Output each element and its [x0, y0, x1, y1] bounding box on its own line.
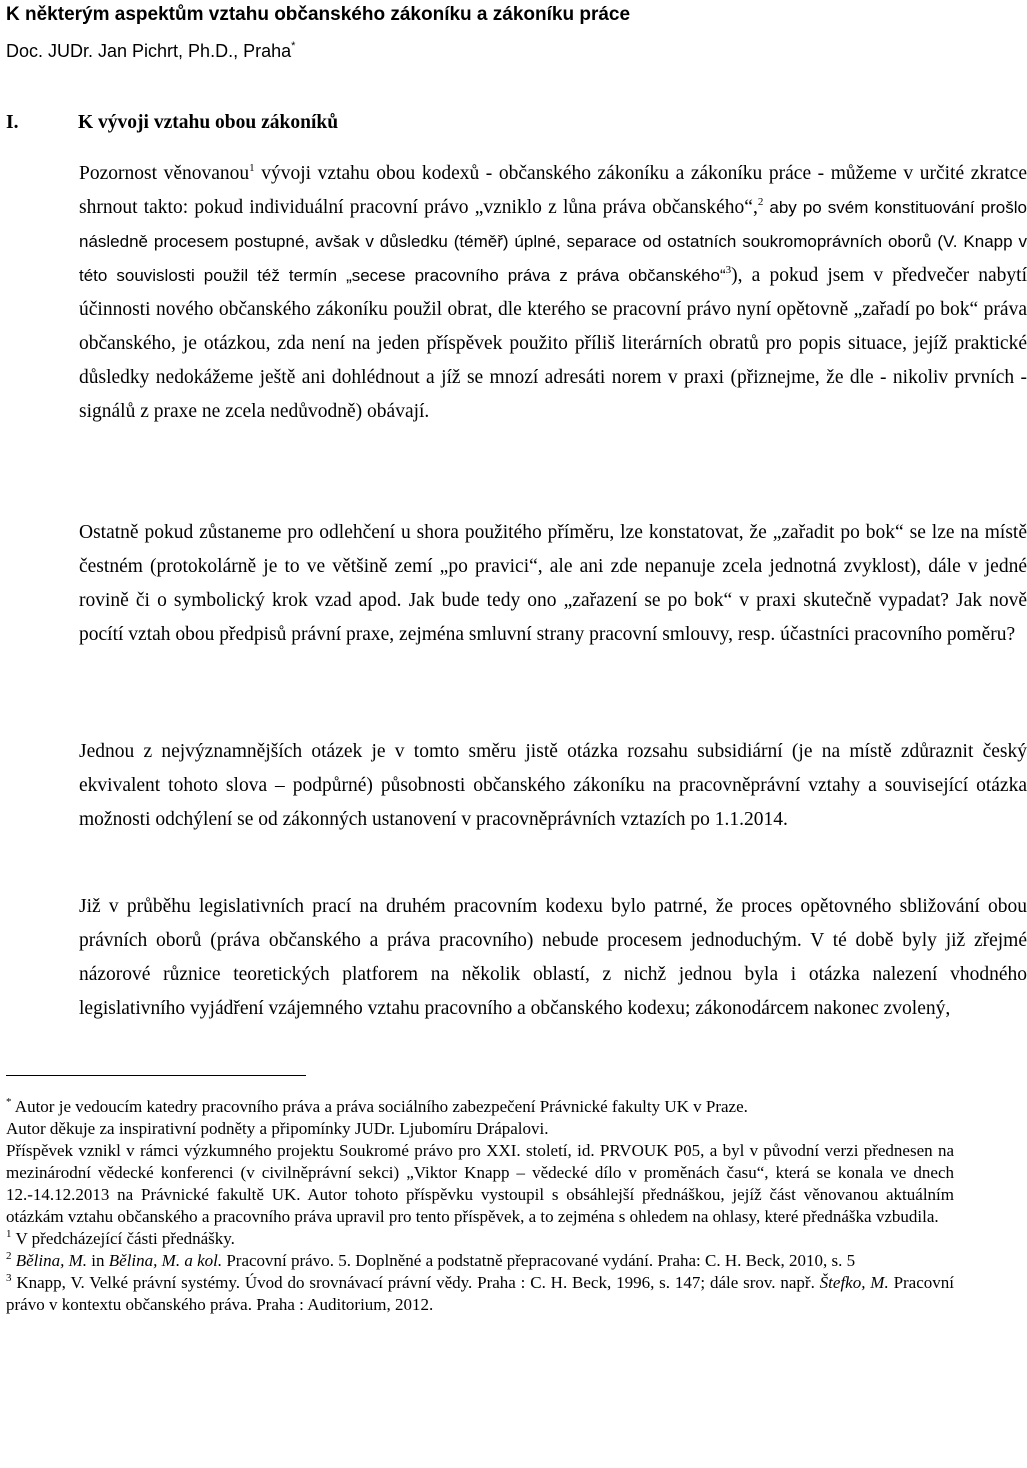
footnote-2-in: in: [87, 1251, 109, 1270]
paragraph-4: Již v průběhu legislativních prací na druhém pracovním kodexu bylo patrné, že proces opětovného sbližování obou právních oborů (práva občanského a práva pracovního) nebude procesem jednoduchým. V té době byly již zřejmé názorové různice teoretických platforem na několik oblastí, z nichž jednou byla i otázka nalezení vhodného legislativního vyjádření vzájemného vztahu pracovního a občanského kodexu; zákonodárcem nakonec zvolený,: [79, 896, 1027, 1019]
footnote-1: [6, 1228, 954, 1250]
footnote-2-rest: Pracovní právo. 5. Doplněné a podstatně přepracované vydání. Praha: C. H. Beck, 2010, s. 5: [222, 1251, 856, 1270]
author-footnote-mark: *: [291, 40, 296, 52]
section-title: K vývoji vztahu obou zákoníků: [78, 112, 339, 133]
footnote-author: [6, 1096, 954, 1118]
footnote-ref-1: 1: [249, 162, 255, 174]
footnote-2-author: Bělina, M.: [11, 1251, 88, 1270]
paragraph-1-part-d: ), a pokud jsem v předvečer nabytí účinnosti nového občanského zákoníku použil obrat, dle kterého se pracovní právo nyní opětovně „zařadí po bok“ práva občanského, je otázkou, zda není na jeden příspěvek použito příliš literárních obratů pro popis situace, jejíž praktické důsledky nedokážeme ještě ani dohlédnout a jíž se mnozí adresáti norem v praxi (přiznejme, že dle - nikoliv prvních - signálů z praxe ne zcela nedůvodně) obávají.: [79, 265, 1027, 422]
footnote-2-mark: 2: [6, 1250, 12, 1262]
paragraph-1-part-c: aby po svém konstituování prošlo následně procesem postupné, avšak v důsledku (téměř) úplné, separace od ostatních soukromoprávních oborů (V. Knapp v této souvislosti použil též termín „secese pracovního práva z práva občanského“: [79, 198, 1027, 285]
footnote-3-mark: 3: [6, 1272, 12, 1284]
author-line: [6, 39, 295, 63]
paragraph-1-part-b: vývoji vztahu obou kodexů - občanského zákoníku a zákoníku práce - můžeme v určité zkratce shrnout takto: pokud individuální pracovní právo „vzniklo z lůna práva občanského“,: [79, 163, 1027, 218]
section-number: I.: [6, 112, 19, 133]
footnote-author-text: Autor je vedoucím katedry pracovního práva a práva sociálního zabezpečení Právnické fakulty UK v Praze.: [11, 1097, 748, 1116]
article-title: K některým aspektům vztahu občanského zákoníku a zákoníku práce: [6, 4, 631, 25]
footnote-2-editor: Bělina, M. a kol.: [108, 1251, 223, 1270]
footnote-star-mark: *: [6, 1096, 12, 1108]
paragraph-1: [6, 157, 1027, 429]
footnote-3-rest: Pracovní právo v kontextu občanského práva. Praha : Auditorium, 2012.: [6, 1273, 954, 1314]
paragraph-3: Jednou z nejvýznamnějších otázek je v tomto směru jistě otázka rozsahu subsidiární (je na místě zdůraznit český ekvivalent tohoto slova – podpůrné) působnosti občanského zákoníku na pracovněprávní vztahy a související otázka možnosti odchýlení se od zákonných ustanovení v pracovněprávních vztazích po 1.1.2014.: [79, 741, 1027, 830]
paragraph-2: Ostatně pokud zůstaneme pro odlehčení u shora použitého příměru, lze konstatovat, že „zařadit po bok“ se lze na místě čestném (protokolárně je to ve většině zemí „po pravici“, ale ani zde nepanuje zcela jednotná zvyklost), dále v jedné rovině či o symbolický krok vzad apod. Jak bude tedy ono „zařazení se po bok“ v praxi skutečně vypadat? Jak nově pocítí vztah obou předpisů právní praxe, zejména smluvní strany pracovní smlouvy, resp. účastníci pracovního poměru?: [79, 522, 1027, 645]
footnote-ref-3: 3: [725, 264, 732, 276]
author-name: Doc. JUDr. Jan Pichrt, Ph.D., Praha: [6, 41, 292, 61]
footnote-1-text: V předcházející části přednášky.: [11, 1229, 235, 1248]
footnote-1-mark: 1: [6, 1228, 12, 1240]
footnotes: [6, 1096, 954, 1316]
footnote-ref-2: 2: [757, 196, 764, 208]
footnote-3-text: Knapp, V. Velké právní systémy. Úvod do srovnávací právní vědy. Praha : C. H. Beck, 1996, s. 147; dále srov. např.: [11, 1273, 820, 1292]
footnote-3: [6, 1272, 954, 1316]
footnote-2: [6, 1250, 954, 1272]
paragraph-1-part-a: Pozornost věnovanou: [79, 163, 250, 184]
footnote-3-author: Štefko, M.: [819, 1273, 889, 1292]
footnote-separator: [6, 1075, 306, 1076]
footnote-thanks: Autor děkuje za inspirativní podněty a připomínky JUDr. Ljubomíru Drápalovi.: [6, 1119, 549, 1138]
footnote-project: Příspěvek vznikl v rámci výzkumného projektu Soukromé právo pro XXI. století, id. PRVOUK P05, a byl v původní verzi přednesen na mezinárodní vědecké konferenci (v civilněprávní sekci) „Viktor Knapp – vědecké dílo v proměnách času“, která se konala ve dnech 12.-14.12.2013 na Právnické fakultě UK. Autor tohoto příspěvku vystoupil s obsáhlejší přednáškou, jejíž část věnovanou aktuálním otázkám vztahu občanského a pracovního práva upravil pro tento příspěvek, a to zejména s ohledem na ohlasy, které přednáška vzbudila.: [6, 1141, 954, 1226]
